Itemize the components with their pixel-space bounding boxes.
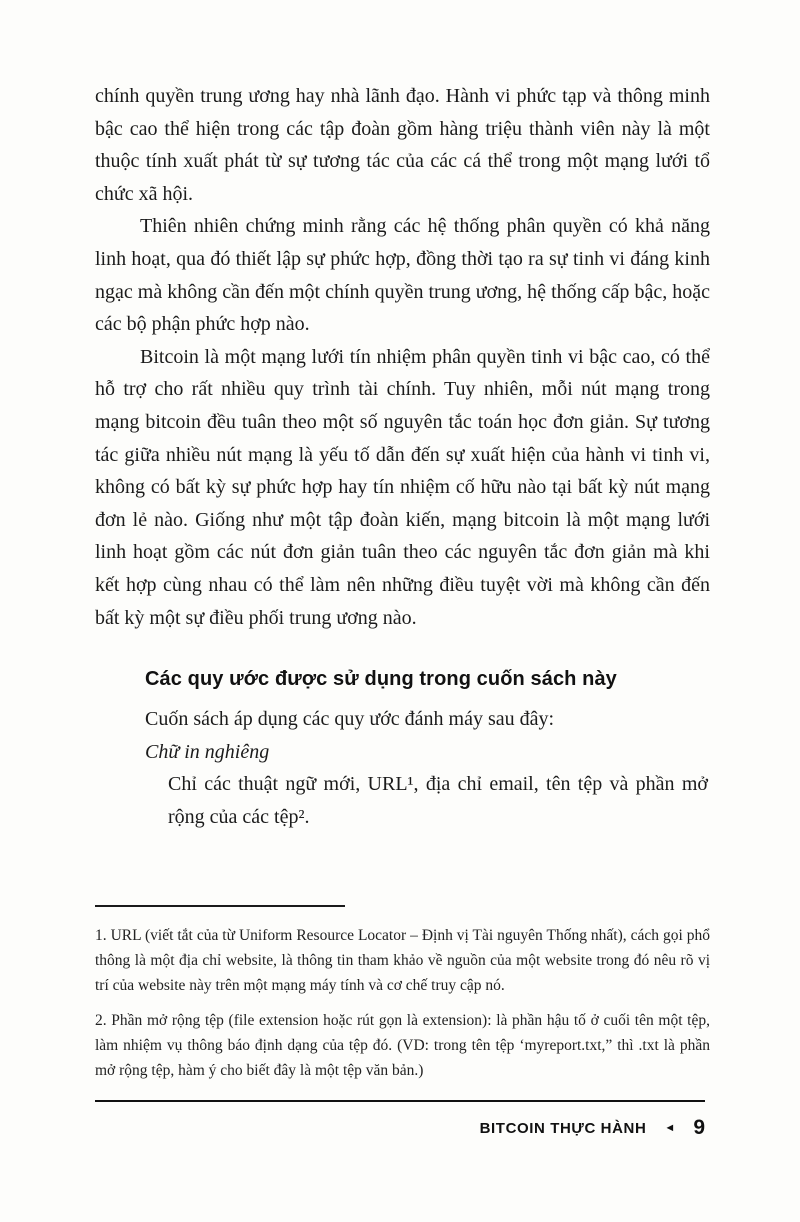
footer-rule	[95, 1100, 705, 1102]
paragraph: Thiên nhiên chứng minh rằng các hệ thống phân quyền có khả năng linh hoạt, qua đó thiết lập sự phức hợp, đồng thời tạo ra sự tinh vi đáng kinh ngạc mà không cần đến một chính quyền trung ương, hệ thống cấp bậc, hoặc các bộ phận phức hợp nào.	[95, 215, 710, 336]
page-body	[95, 80, 710, 833]
footnote-1: 1. URL (viết tắt của từ Uniform Resource Locator – Định vị Tài nguyên Thống nhất), cách gọi phổ thông là một địa chỉ website, là thông tin tham khảo về nguồn của một website trong đó nêu rõ vị trí của website này trên một mạng máy tính và cơ chế truy cập nó.	[95, 927, 710, 994]
footer-line	[95, 1116, 705, 1140]
left-triangle-icon: ◄	[664, 1121, 676, 1134]
book-title: BITCOIN THỰC HÀNH	[479, 1119, 647, 1137]
convention-term-description: Chỉ các thuật ngữ mới, URL¹, địa chỉ email, tên tệp và phần mở rộng của các tệp².	[168, 773, 708, 828]
page-number: 9	[693, 1116, 705, 1139]
footnote-separator-rule	[95, 905, 345, 907]
convention-term: Chữ in nghiêng	[145, 740, 270, 763]
footnote-2: 2. Phần mở rộng tệp (file extension hoặc rút gọn là extension): là phần hậu tố ở cuối tên một tệp, làm nhiệm vụ thông báo định dạng của tệp đó. (VD: trong tên tệp ‘myreport.txt,” thì .txt là phần mở rộng tệp, hàm ý cho biết đây là một tệp văn bản.)	[95, 1012, 710, 1079]
page-footer	[95, 1100, 705, 1140]
paragraph-continued: chính quyền trung ương hay nhà lãnh đạo. Hành vi phức tạp và thông minh bậc cao thể hiện trong các tập đoàn gồm hàng triệu thành viên này là một thuộc tính xuất phát từ sự tương tác của các cá thể trong một mạng lưới tổ chức xã hội.	[95, 85, 710, 205]
paragraph: Bitcoin là một mạng lưới tín nhiệm phân quyền tinh vi bậc cao, có thể hỗ trợ cho rất nhiều quy trình tài chính. Tuy nhiên, mỗi nút mạng trong mạng bitcoin đều tuân theo một số nguyên tắc toán học đơn giản. Sự tương tác giữa nhiều nút mạng là yếu tố dẫn đến sự xuất hiện của hành vi tinh vi, không có bất kỳ sự phức hợp hay tín nhiệm cố hữu nào tại bất kỳ nút mạng đơn lẻ nào. Giống như một tập đoàn kiến, mạng bitcoin là một mạng lưới linh hoạt gồm các nút đơn giản tuân theo các nguyên tắc đơn giản mà khi kết hợp cùng nhau có thể làm nên những điều tuyệt vời mà không cần đến bất kỳ một sự điều phối trung ương nào.	[95, 345, 710, 629]
convention-intro: Cuốn sách áp dụng các quy ước đánh máy sau đây:	[145, 708, 555, 731]
footnotes-section	[95, 905, 710, 1093]
section-heading: Các quy ước được sử dụng trong cuốn sách này	[145, 668, 617, 691]
